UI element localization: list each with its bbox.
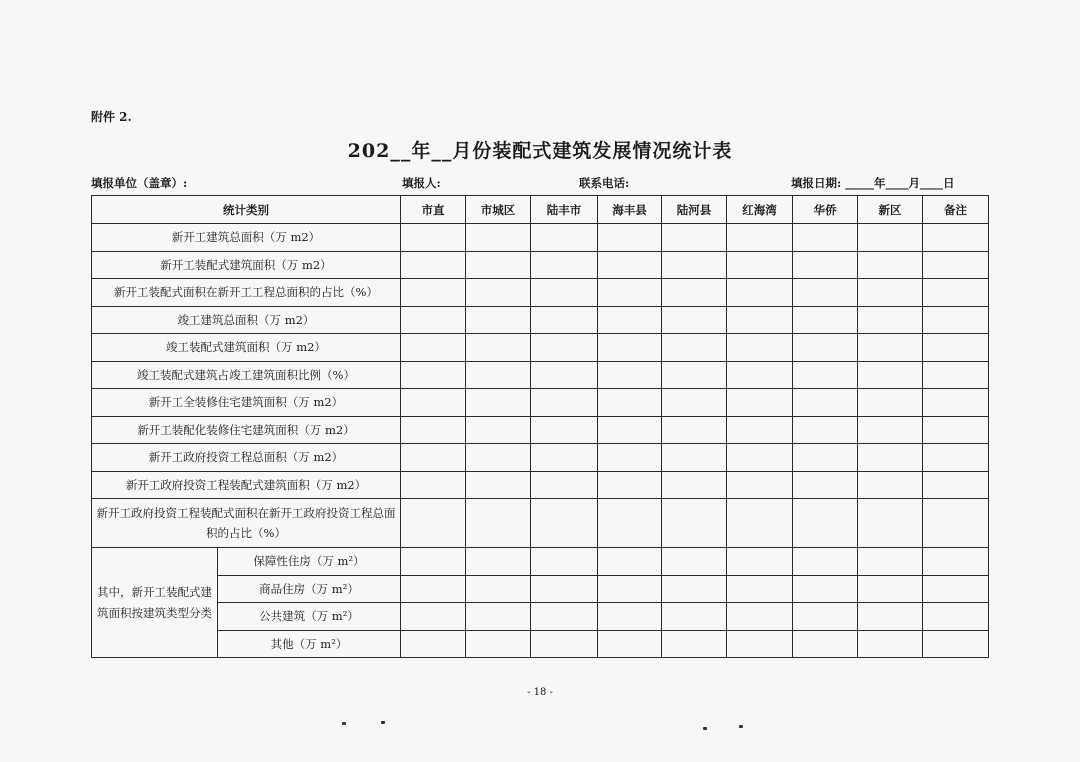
data-cell[interactable] bbox=[793, 603, 858, 631]
data-cell[interactable] bbox=[531, 306, 598, 334]
table-row bbox=[92, 306, 989, 334]
data-cell[interactable] bbox=[466, 416, 531, 444]
data-cell[interactable] bbox=[466, 361, 531, 389]
data-cell[interactable] bbox=[466, 279, 531, 307]
row-category-label: 新开工政府投资工程总面积（万 m2） bbox=[92, 444, 401, 472]
data-cell[interactable] bbox=[727, 251, 793, 279]
data-cell[interactable] bbox=[598, 416, 662, 444]
data-cell[interactable] bbox=[662, 499, 727, 548]
data-cell[interactable] bbox=[598, 389, 662, 417]
attachment-label: 附件 2. bbox=[91, 110, 132, 124]
data-cell[interactable] bbox=[598, 630, 662, 658]
data-cell[interactable] bbox=[531, 389, 598, 417]
category-header: 统计类别 bbox=[92, 196, 401, 224]
data-cell[interactable] bbox=[858, 279, 923, 307]
data-cell[interactable] bbox=[466, 471, 531, 499]
column-header: 新区 bbox=[858, 196, 923, 224]
data-cell[interactable] bbox=[401, 416, 466, 444]
data-cell[interactable] bbox=[401, 389, 466, 417]
data-cell[interactable] bbox=[662, 361, 727, 389]
data-cell[interactable] bbox=[401, 444, 466, 472]
table-row bbox=[92, 548, 989, 576]
group-category-label: 其中，新开工装配式建筑面积按建筑类型分类 bbox=[92, 548, 218, 658]
data-cell[interactable] bbox=[793, 251, 858, 279]
data-cell[interactable] bbox=[793, 306, 858, 334]
data-cell[interactable] bbox=[531, 603, 598, 631]
data-cell[interactable] bbox=[531, 334, 598, 362]
data-cell[interactable] bbox=[793, 389, 858, 417]
data-cell[interactable] bbox=[858, 251, 923, 279]
page-title: 202__年__月份装配式建筑发展情况统计表 bbox=[347, 140, 733, 162]
scan-speck bbox=[739, 725, 743, 728]
subcategory-label: 其他（万 m²） bbox=[218, 630, 401, 658]
data-cell[interactable] bbox=[923, 334, 989, 362]
data-cell[interactable] bbox=[858, 224, 923, 252]
table-row bbox=[92, 471, 989, 499]
data-cell[interactable] bbox=[858, 575, 923, 603]
data-cell[interactable] bbox=[793, 444, 858, 472]
row-category-label: 新开工政府投资工程装配式面积在新开工政府投资工程总面积的占比（%） bbox=[92, 499, 401, 548]
data-cell[interactable] bbox=[858, 361, 923, 389]
table-row bbox=[92, 334, 989, 362]
data-cell[interactable] bbox=[793, 499, 858, 548]
data-cell[interactable] bbox=[598, 499, 662, 548]
column-header: 海丰县 bbox=[598, 196, 662, 224]
column-header: 备注 bbox=[923, 196, 989, 224]
data-cell[interactable] bbox=[793, 334, 858, 362]
table-row bbox=[92, 444, 989, 472]
data-cell[interactable] bbox=[466, 603, 531, 631]
data-cell[interactable] bbox=[727, 548, 793, 576]
data-cell[interactable] bbox=[531, 251, 598, 279]
data-cell[interactable] bbox=[598, 548, 662, 576]
data-cell[interactable] bbox=[923, 389, 989, 417]
data-cell[interactable] bbox=[662, 251, 727, 279]
data-cell[interactable] bbox=[858, 306, 923, 334]
data-cell[interactable] bbox=[923, 251, 989, 279]
data-cell[interactable] bbox=[531, 548, 598, 576]
data-cell[interactable] bbox=[923, 224, 989, 252]
data-cell[interactable] bbox=[401, 224, 466, 252]
data-cell[interactable] bbox=[466, 630, 531, 658]
table-header-row bbox=[92, 196, 989, 224]
data-cell[interactable] bbox=[662, 416, 727, 444]
data-cell[interactable] bbox=[858, 444, 923, 472]
data-cell[interactable] bbox=[598, 224, 662, 252]
table-row bbox=[92, 416, 989, 444]
data-cell[interactable] bbox=[466, 548, 531, 576]
data-cell[interactable] bbox=[858, 548, 923, 576]
data-cell[interactable] bbox=[401, 251, 466, 279]
table-row bbox=[92, 224, 989, 252]
data-cell[interactable] bbox=[793, 224, 858, 252]
subcategory-label: 公共建筑（万 m²） bbox=[218, 603, 401, 631]
data-cell[interactable] bbox=[727, 630, 793, 658]
data-cell[interactable] bbox=[662, 548, 727, 576]
data-cell[interactable] bbox=[727, 575, 793, 603]
data-cell[interactable] bbox=[727, 224, 793, 252]
data-cell[interactable] bbox=[793, 548, 858, 576]
data-cell[interactable] bbox=[727, 389, 793, 417]
data-cell[interactable] bbox=[466, 575, 531, 603]
data-cell[interactable] bbox=[662, 389, 727, 417]
table-row bbox=[92, 251, 989, 279]
scan-speck bbox=[342, 722, 346, 725]
data-cell[interactable] bbox=[531, 575, 598, 603]
table-row bbox=[92, 499, 989, 548]
data-cell[interactable] bbox=[858, 416, 923, 444]
data-cell[interactable] bbox=[923, 471, 989, 499]
scan-speck bbox=[381, 721, 385, 724]
row-category-label: 新开工全装修住宅建筑面积（万 m2） bbox=[92, 389, 401, 417]
data-cell[interactable] bbox=[662, 575, 727, 603]
data-cell[interactable] bbox=[466, 306, 531, 334]
data-cell[interactable] bbox=[858, 471, 923, 499]
data-cell[interactable] bbox=[727, 279, 793, 307]
data-cell[interactable] bbox=[401, 306, 466, 334]
data-cell[interactable] bbox=[401, 334, 466, 362]
data-cell[interactable] bbox=[598, 361, 662, 389]
data-cell[interactable] bbox=[727, 471, 793, 499]
data-cell[interactable] bbox=[531, 471, 598, 499]
data-cell[interactable] bbox=[793, 416, 858, 444]
data-cell[interactable] bbox=[662, 444, 727, 472]
data-cell[interactable] bbox=[598, 306, 662, 334]
column-header: 市直 bbox=[401, 196, 466, 224]
data-cell[interactable] bbox=[531, 279, 598, 307]
column-header: 华侨 bbox=[793, 196, 858, 224]
data-cell[interactable] bbox=[793, 361, 858, 389]
data-cell[interactable] bbox=[923, 499, 989, 548]
data-cell[interactable] bbox=[401, 471, 466, 499]
subcategory-label: 保障性住房（万 m²） bbox=[218, 548, 401, 576]
data-cell[interactable] bbox=[727, 361, 793, 389]
data-cell[interactable] bbox=[598, 334, 662, 362]
table-row bbox=[92, 603, 989, 631]
data-cell[interactable] bbox=[923, 306, 989, 334]
data-cell[interactable] bbox=[727, 416, 793, 444]
data-cell[interactable] bbox=[531, 224, 598, 252]
table-row bbox=[92, 279, 989, 307]
data-cell[interactable] bbox=[858, 603, 923, 631]
data-cell[interactable] bbox=[466, 334, 531, 362]
data-cell[interactable] bbox=[401, 279, 466, 307]
table-row bbox=[92, 389, 989, 417]
column-header: 陆河县 bbox=[662, 196, 727, 224]
data-cell[interactable] bbox=[923, 548, 989, 576]
data-cell[interactable] bbox=[858, 630, 923, 658]
data-cell[interactable] bbox=[531, 416, 598, 444]
row-category-label: 竣工装配式建筑占竣工建筑面积比例（%） bbox=[92, 361, 401, 389]
fill-phone-label: 联系电话: bbox=[579, 176, 630, 190]
data-cell[interactable] bbox=[598, 279, 662, 307]
table-row bbox=[92, 575, 989, 603]
fill-unit-label: 填报单位（盖章）: bbox=[91, 176, 188, 190]
row-category-label: 新开工装配式面积在新开工工程总面积的占比（%） bbox=[92, 279, 401, 307]
data-cell[interactable] bbox=[598, 471, 662, 499]
data-cell[interactable] bbox=[401, 499, 466, 548]
row-category-label: 新开工装配式建筑面积（万 m2） bbox=[92, 251, 401, 279]
data-cell[interactable] bbox=[466, 499, 531, 548]
table-row bbox=[92, 361, 989, 389]
table-row bbox=[92, 630, 989, 658]
data-cell[interactable] bbox=[858, 499, 923, 548]
data-cell[interactable] bbox=[401, 548, 466, 576]
row-category-label: 新开工政府投资工程装配式建筑面积（万 m2） bbox=[92, 471, 401, 499]
data-cell[interactable] bbox=[793, 471, 858, 499]
data-cell[interactable] bbox=[466, 251, 531, 279]
page-number: - 18 - bbox=[527, 687, 553, 698]
column-header: 红海湾 bbox=[727, 196, 793, 224]
statistics-table bbox=[91, 195, 989, 658]
data-cell[interactable] bbox=[662, 224, 727, 252]
column-header: 陆丰市 bbox=[531, 196, 598, 224]
data-cell[interactable] bbox=[466, 224, 531, 252]
data-cell[interactable] bbox=[923, 630, 989, 658]
scan-speck bbox=[703, 727, 707, 730]
data-cell[interactable] bbox=[662, 471, 727, 499]
row-category-label: 竣工装配式建筑面积（万 m2） bbox=[92, 334, 401, 362]
data-cell[interactable] bbox=[662, 334, 727, 362]
data-cell[interactable] bbox=[727, 444, 793, 472]
data-cell[interactable] bbox=[531, 630, 598, 658]
fill-person-label: 填报人: bbox=[402, 176, 441, 190]
data-cell[interactable] bbox=[923, 603, 989, 631]
data-cell[interactable] bbox=[401, 361, 466, 389]
fill-in-row bbox=[91, 175, 988, 193]
data-cell[interactable] bbox=[401, 603, 466, 631]
row-category-label: 新开工装配化装修住宅建筑面积（万 m2） bbox=[92, 416, 401, 444]
data-cell[interactable] bbox=[598, 603, 662, 631]
column-header: 市城区 bbox=[466, 196, 531, 224]
row-category-label: 竣工建筑总面积（万 m2） bbox=[92, 306, 401, 334]
data-cell[interactable] bbox=[401, 630, 466, 658]
data-cell[interactable] bbox=[858, 389, 923, 417]
data-cell[interactable] bbox=[923, 444, 989, 472]
data-cell[interactable] bbox=[793, 575, 858, 603]
data-cell[interactable] bbox=[793, 279, 858, 307]
data-cell[interactable] bbox=[727, 334, 793, 362]
data-cell[interactable] bbox=[598, 251, 662, 279]
data-cell[interactable] bbox=[923, 361, 989, 389]
data-cell[interactable] bbox=[662, 306, 727, 334]
data-cell[interactable] bbox=[531, 444, 598, 472]
row-category-label: 新开工建筑总面积（万 m2） bbox=[92, 224, 401, 252]
data-cell[interactable] bbox=[598, 575, 662, 603]
data-cell[interactable] bbox=[727, 306, 793, 334]
data-cell[interactable] bbox=[598, 444, 662, 472]
data-cell[interactable] bbox=[662, 630, 727, 658]
data-cell[interactable] bbox=[923, 279, 989, 307]
data-cell[interactable] bbox=[401, 575, 466, 603]
data-cell[interactable] bbox=[466, 389, 531, 417]
data-cell[interactable] bbox=[531, 361, 598, 389]
data-cell[interactable] bbox=[793, 630, 858, 658]
data-cell[interactable] bbox=[858, 334, 923, 362]
data-cell[interactable] bbox=[923, 416, 989, 444]
data-cell[interactable] bbox=[923, 575, 989, 603]
fill-date-label: 填报日期: _____年____月____日 bbox=[791, 176, 955, 190]
data-cell[interactable] bbox=[727, 603, 793, 631]
subcategory-label: 商品住房（万 m²） bbox=[218, 575, 401, 603]
data-cell[interactable] bbox=[727, 499, 793, 548]
data-cell[interactable] bbox=[662, 279, 727, 307]
data-cell[interactable] bbox=[662, 603, 727, 631]
data-cell[interactable] bbox=[531, 499, 598, 548]
data-cell[interactable] bbox=[466, 444, 531, 472]
